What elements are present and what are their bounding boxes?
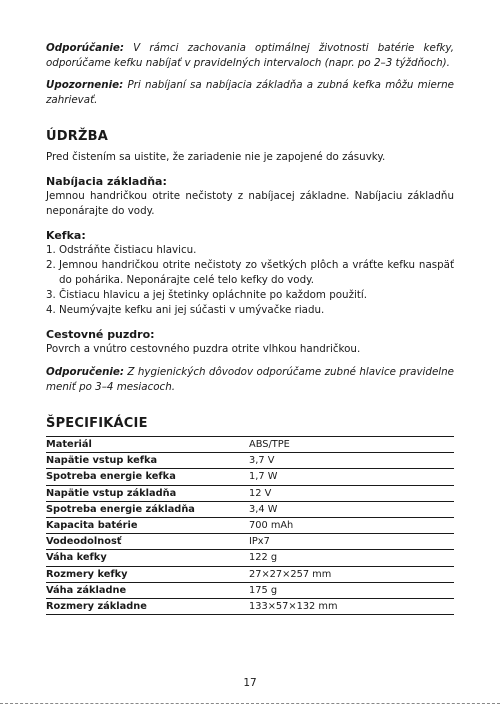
list-item (46, 243, 454, 258)
spec-key: Kapacita batérie (46, 518, 249, 534)
spec-value: 133×57×132 mm (249, 599, 454, 615)
specifications-heading: ŠPECIFIKÁCIE (46, 416, 148, 431)
table-row (46, 501, 454, 517)
table-row (46, 534, 454, 550)
replacement-note (46, 365, 454, 395)
step-number: 4. (46, 304, 56, 316)
spec-value: 12 V (249, 485, 454, 501)
step-text: Čistiacu hlavicu a jej štetinky opláchnite po každom použití. (59, 289, 368, 301)
table-row (46, 599, 454, 615)
note-text: Z hygienických dôvodov odporúčame zubné hlavice pravidelne meniť po 3–4 mesiacoch. (46, 366, 454, 393)
charging-base-text: Jemnou handričkou otrite nečistoty z nabíjacej základne. Nabíjaciu základňu neponárajte do vody. (46, 190, 454, 217)
spec-value: 27×27×257 mm (249, 566, 454, 582)
note-label: Odporučenie: (46, 366, 125, 378)
brush-heading: Kefka: (46, 229, 86, 242)
list-item (46, 288, 454, 303)
step-text: Jemnou handričkou otrite nečistoty zo všetkých plôch a vráťte kefku naspäť do pohárika. Neponárajte celé telo kefky do vody. (59, 259, 454, 286)
spec-value: 122 g (249, 550, 454, 566)
spec-key: Napätie vstup základňa (46, 485, 249, 501)
spec-value: 700 mAh (249, 518, 454, 534)
spec-value: 3,7 V (249, 453, 454, 469)
spec-key: Váha základne (46, 582, 249, 598)
table-row (46, 453, 454, 469)
table-row (46, 518, 454, 534)
spec-key: Napätie vstup kefka (46, 453, 249, 469)
spec-key: Rozmery základne (46, 599, 249, 615)
step-number: 2. (46, 259, 56, 271)
note-label: Upozornenie: (46, 79, 124, 91)
list-item (46, 258, 454, 288)
note-label: Odporúčanie: (46, 42, 124, 54)
maintenance-intro: Pred čistením sa uistite, že zariadenie nie je zapojené do zásuvky. (46, 151, 386, 163)
travel-case-heading: Cestovné puzdro: (46, 328, 155, 341)
table-row (46, 582, 454, 598)
step-text: Odstráňte čistiacu hlavicu. (59, 244, 197, 256)
travel-case-text: Povrch a vnútro cestovného puzdra otrite vlhkou handričkou. (46, 343, 361, 355)
list-item (46, 303, 454, 318)
step-number: 1. (46, 244, 56, 256)
table-row (46, 566, 454, 582)
page-content (46, 41, 454, 615)
page-number: 17 (243, 677, 257, 689)
step-text: Neumývajte kefku ani jej súčasti v umývačke riadu. (59, 304, 325, 316)
spec-value: 175 g (249, 582, 454, 598)
specifications-table (46, 436, 454, 615)
recommendation-note (46, 41, 454, 71)
charging-base-heading: Nabíjacia základňa: (46, 175, 167, 188)
note-text: Pri nabíjaní sa nabíjacia základňa a zubná kefka môžu mierne zahrievať. (46, 79, 454, 106)
page-bottom-divider (0, 703, 500, 704)
spec-key: Spotreba energie základňa (46, 501, 249, 517)
warning-note (46, 78, 454, 108)
spec-value: 1,7 W (249, 469, 454, 485)
spec-value: IPx7 (249, 534, 454, 550)
table-row (46, 485, 454, 501)
note-text: V rámci zachovania optimálnej životnosti batérie kefky, odporúčame kefku nabíjať v pravidelných intervaloch (napr. po 2–3 týždňoch). (46, 42, 454, 69)
table-row (46, 437, 454, 453)
table-row (46, 550, 454, 566)
spec-key: Váha kefky (46, 550, 249, 566)
spec-value: ABS/TPE (249, 437, 454, 453)
table-row (46, 469, 454, 485)
spec-key: Rozmery kefky (46, 566, 249, 582)
brush-cleaning-steps (46, 243, 454, 318)
spec-key: Materiál (46, 437, 249, 453)
spec-value: 3,4 W (249, 501, 454, 517)
step-number: 3. (46, 289, 56, 301)
spec-key: Spotreba energie kefka (46, 469, 249, 485)
spec-key: Vodeodolnosť (46, 534, 249, 550)
maintenance-heading: ÚDRŽBA (46, 129, 108, 144)
